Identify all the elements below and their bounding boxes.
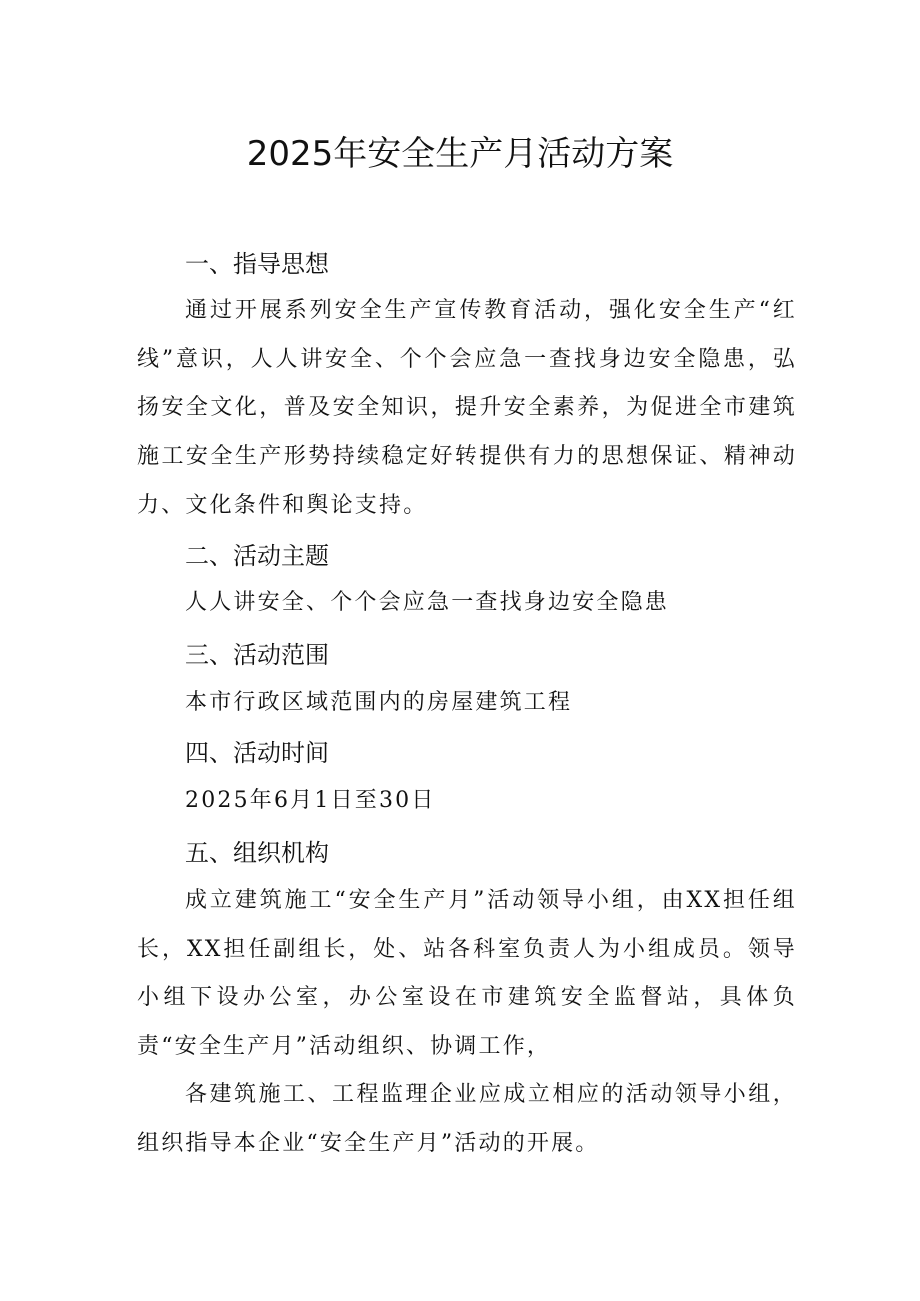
section-heading-activity-scope: 三、活动范围 <box>185 641 329 669</box>
section-body-guiding-ideology: 通过开展系列安全生产宣传教育活动，强化安全生产“红线”意识，人人讲安全、个个会应急一查找身边安全隐患，弘扬安全文化，普及安全知识，提升安全素养，为促进全市建筑施工安全生产形势持续稳定好转提供有力的思想保证、精神动力、文化条件和舆论支持。 <box>137 298 797 518</box>
document-title: 2025年安全生产月活动方案 <box>246 134 674 174</box>
section-heading-activity-time: 四、活动时间 <box>185 739 329 767</box>
section-body-organization: 成立建筑施工“安全生产月”活动领导小组，由XX担任组长，XX担任副组长，处、站各科室负责人为小组成员。领导小组下设办公室，办公室设在市建筑安全监督站，具体负责“安全生产月”活动组织、协调工作， <box>137 888 797 1060</box>
section-heading-activity-theme: 二、活动主题 <box>185 542 329 570</box>
section-body-organization-continued: 各建筑施工、工程监理企业应成立相应的活动领导小组，组织指导本企业“安全生产月”活动的开展。 <box>137 1082 797 1156</box>
section-heading-organization: 五、组织机构 <box>185 839 329 867</box>
section-heading-guiding-ideology: 一、指导思想 <box>185 250 329 278</box>
section-body-activity-time: 2025年6月1日至30日 <box>185 788 436 813</box>
section-body-activity-theme: 人人讲安全、个个会应急一查找身边安全隐患 <box>185 590 670 615</box>
section-body-activity-scope: 本市行政区域范围内的房屋建筑工程 <box>185 690 573 715</box>
